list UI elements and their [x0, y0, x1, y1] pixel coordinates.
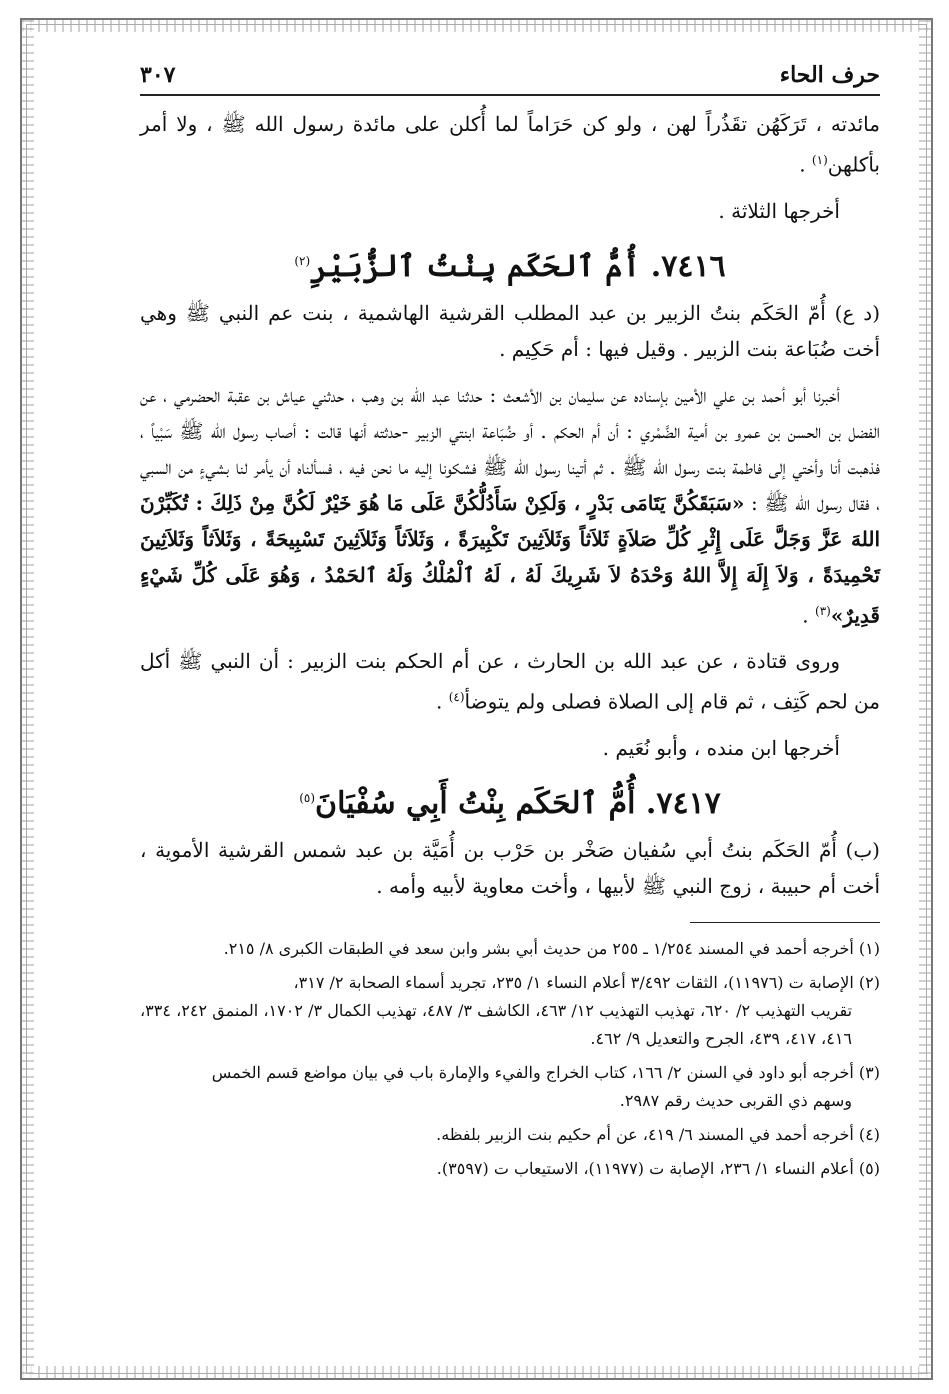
footnote-1: (١) أخرجه أحمد في المسند ١/٢٥٤ ـ ٢٥٥ من حديث أبي بشر وابن سعد في الطبقات الكبرى ٨/ ٢١٥. — [223, 938, 880, 958]
entry-heading-7417: ٧٤١٧. أُمُّ ٱلحَكَم بِنْتُ أَبِي سُفْيَانَ$^{(٥)}$ — [299, 785, 721, 821]
paragraph-qatada: وروى قتادة ، عن عبد الله بن الحارث ، عن أم الحكم بنت الزبير : أن النبي ﷺ أكل من لحم كَتِف ، ثم قام إلى الصلاة فصلى ولم يتوضأ$^{(٤)}$ . — [140, 649, 880, 714]
page-number: ٣٠٧ — [140, 62, 176, 88]
paragraph-hadith: أخبرنا أبو أحمد بن علي الأمين بإسناده عن سليمان بن الأشعث : حدثنا عبد الله بن وهب ، حدثني عياش بن عقبة الحضرمي ، عن الفضل بن الحسن بن عمرو بن أمية الضَّمْري : أن أم الحكم . أو ضُبَاعة ابنتي الزبير -حدثته أنها قالت : أصاب رسول الله ﷺ سَبْياً ، فذهبت أنا وأختي إلى فاطمة بنت رسول الله ﷺ . ثم أتينا رسول الله ﷺ فشكونا إليه ما نحن فيه ، فسألناه أن يأمر لنا بشيءٍ من السبي ، فقال رسول الله ﷺ : «سَبَقَكُنَّ يَتَامَى بَدْرٍ ، وَلَكِنْ سَأَدُلُّكُنَّ عَلَى مَا هُوَ خَيْرٌ لَكُنَّ مِنْ ذَلِكَ : تُكَبِّرْنَ اللهَ عَزَّ وَجَلَّ عَلَى إِثْرِ كُلِّ صَلاَةٍ ثَلاَثاً وَثَلاَثِينَ تَكْبِيرَةً ، وَثَلاَثاً وَثَلاَثِينَ تَسْبِيحَةً ، وَثَلاَثاً وَثَلاَثِينَ تَحْمِيدَةً ، وَلاَ إِلَهَ إِلاَّ اللهُ وَحْدَهُ لاَ شَرِيكَ لَهُ ، لَهُ ٱلْمُلْكُ وَلَهُ ٱلحَمْدُ ، وَهُوَ عَلَى كُلِّ شَيْءٍ قَدِيرٌ»$^{(٣)}$ . — [140, 382, 881, 628]
chapter-title: حرف الحاء — [779, 62, 880, 88]
footnote-ref-1: (١) — [811, 153, 828, 167]
paragraph-attribution-2: أخرجها ابن منده ، وأبو نُعَيم . — [602, 735, 840, 760]
footnote-ref-3: (٣) — [815, 603, 831, 618]
paragraph-attribution-1: أخرجها الثلاثة . — [718, 198, 840, 223]
running-header — [140, 62, 880, 96]
entry-heading-7416: ٧٤١٦. أُمُّ ٱلحَكَم بِنْتُ ٱلزُّبَيْرِ$^{(٢)}$ — [294, 248, 726, 284]
paragraph-continuation: مائدته ، تَرَكَهُن تقَذُراً لهن ، ولو كن حَرَاماً لما أُكلن على مائدة رسول الله ﷺ ، ولا أمر بأكلهن$^{(١)}$ . — [140, 112, 880, 177]
footnote-ref-5: (٥) — [299, 790, 316, 805]
footnote-5: (٥) أعلام النساء ١/ ٢٣٦، الإصابة ت (١١٩٧٧)، الاستيعاب ت (٣٥٩٧). — [436, 1158, 880, 1178]
footnote-ref-2: (٢) — [294, 253, 311, 268]
footnote-4: (٤) أخرجه أحمد في المسند ٦/ ٤١٩، عن أم حكيم بنت الزبير بلفظه. — [436, 1124, 880, 1144]
footnote-3: (٣) أخرجه أبو داود في السنن ٢/ ١٦٦، كتاب الخراج والفيء والإمارة باب في بيان مواضع قسم الخمس وسهم ذي القربى حديث رقم ٢٩٨٧. — [211, 1062, 880, 1110]
footnote-separator — [690, 922, 880, 923]
footnote-2: (٢) الإصابة ت (١١٩٧٦)، الثقات ٣/٤٩٢ أعلام النساء ١/ ٢٣٥، تجريد أسماء الصحابة ٢/ ٣١٧، تقريب التهذيب ٢/ ٦٢٠، تهذيب التهذيب ١٢/ ٤٦٣، الكاشف ٣/ ٤٨٧، تهذيب الكمال ٣/ ١٧٠٢، المنمق ٢٤٢، ٣٣٤، ٤١٦، ٤١٧، ٤٣٩، الجرح والتعديل ٩/ ٤٦٢. — [140, 972, 880, 1048]
hadith-quote: «سَبَقَكُنَّ يَتَامَى بَدْرٍ ، وَلَكِنْ سَأَدُلُّكُنَّ عَلَى مَا هُوَ خَيْرٌ لَكُنَّ مِنْ ذَلِكَ : تُكَبِّرْنَ اللهَ عَزَّ وَجَلَّ عَلَى إِثْرِ كُلِّ صَلاَةٍ ثَلاَثاً وَثَلاَثِينَ تَكْبِيرَةً ، وَثَلاَثاً وَثَلاَثِينَ تَسْبِيحَةً ، وَثَلاَثاً وَثَلاَثِينَ تَحْمِيدَةً ، وَلاَ إِلَهَ إِلاَّ اللهُ وَحْدَهُ لاَ شَرِيكَ لَهُ ، لَهُ ٱلْمُلْكُ وَلَهُ ٱلحَمْدُ ، وَهُوَ عَلَى كُلِّ شَيْءٍ قَدِيرٌ» — [140, 490, 880, 628]
paragraph-entry-intro: (د ع) أُمّ الحَكَم بنتُ الزبير بن عبد المطلب القرشية الهاشمية ، بنت عم النبي ﷺ وهي أخت ضُبَاعة بنت الزبير . وقيل فيها : أم حَكِيم . — [140, 300, 880, 361]
footnote-ref-4: (٤) — [448, 690, 465, 705]
page-content — [140, 62, 880, 1189]
paragraph-entry2-intro: (ب) أُمّ الحَكَم بنتُ أبي سُفيان صَخْر بن حَرْب بن أُمَيَّة بن عبد شمس القرشية الأموية ، أخت أم حبيبة ، زوج النبي ﷺ لأبيها ، وأخت معاوية لأبيه وأمه . — [140, 837, 880, 898]
